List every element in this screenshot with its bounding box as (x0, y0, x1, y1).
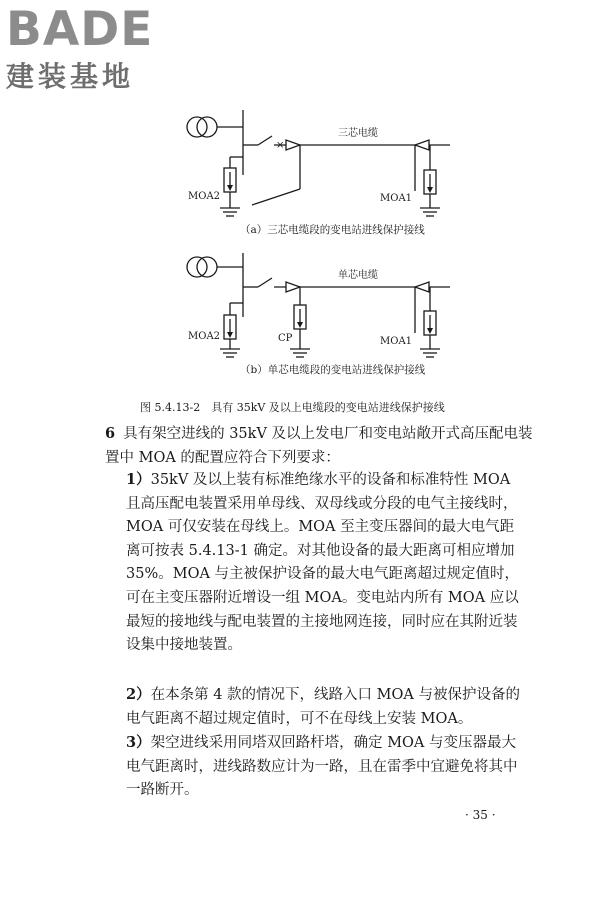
diagram-b-caption: （b）单芯电缆段的变电站进线保护接线 (240, 364, 426, 375)
breaker-x-mark: × (276, 140, 285, 151)
cable-termination-left (286, 282, 300, 292)
item-number: 3） (126, 734, 151, 751)
diagram-a (160, 105, 460, 235)
list-item-1 (126, 468, 526, 658)
item-number: 1） (126, 471, 151, 488)
cable-termination-left (286, 140, 300, 150)
bade-logo (6, 2, 154, 93)
moa1-label-b: MOA1 (380, 336, 413, 347)
clause-6 (105, 422, 545, 470)
cp-label: CP (278, 333, 293, 344)
list-item-2 (126, 683, 526, 731)
cable-label-a: 三芯电缆 (338, 128, 378, 139)
item-text: 架空进线采用同塔双回路杆塔，确定 MOA 与变压器最大电气距离时，进线路数应计为一路，且在雷季中宜避免将其中一路断开。 (126, 735, 518, 799)
figure-caption: 图 5.4.13-2 具有 35kV 及以上电缆段的变电站进线保护接线 (140, 401, 445, 414)
disconnect-switch (258, 278, 272, 287)
logo-subtitle: 建装基地 (6, 60, 135, 93)
moa2-label-b: MOA2 (188, 331, 221, 342)
logo-wordmark: BADE (6, 2, 154, 57)
diagram-a-caption: （a）三芯电缆段的变电站进线保护接线 (240, 224, 425, 235)
diagram-a-svg (160, 105, 460, 235)
item-text: 35kV 及以上装有标准绝缘水平的设备和标准特性 MOA 且高压配电装置采用单母线、双母线或分段的电气主接线时，MOA 可仅安装在母线上。MOA 至主变压器间的最大电气距离可按表 5.4.13-1 确定。对其他设备的最大距离可相应增加 35%。MOA 与主被保护设备的最大电气距离超过规定值时，可在主变压器附近增设一组 MOA。变电站内所有 MOA 应以最短的接地线与配电装置的主接地网连接，同时应在其附近装设集中接地装置。 (126, 472, 520, 654)
clause-text: 具有架空进线的 35kV 及以上发电厂和变电站敞开式高压配电装置中 MOA 的配置应符合下列要求： (105, 426, 533, 466)
moa2-label-a: MOA2 (188, 191, 221, 202)
item-number: 2） (126, 686, 151, 703)
disconnect-switch (258, 136, 272, 145)
clause-number: 6 (105, 425, 116, 442)
cable-termination-right (415, 282, 429, 292)
list-item-3 (126, 731, 526, 803)
item-text: 在本条第 4 款的情况下，线路入口 MOA 与被保护设备的电气距离不超过规定值时，可不在母线上安装 MOA。 (126, 687, 520, 727)
cable-label-b: 单芯电缆 (338, 270, 378, 281)
page-number: · 35 · (465, 808, 496, 822)
cable-termination-right (415, 140, 429, 150)
moa1-label-a: MOA1 (380, 193, 413, 204)
diagram-b-svg (160, 245, 460, 375)
diagram-b (160, 245, 460, 375)
